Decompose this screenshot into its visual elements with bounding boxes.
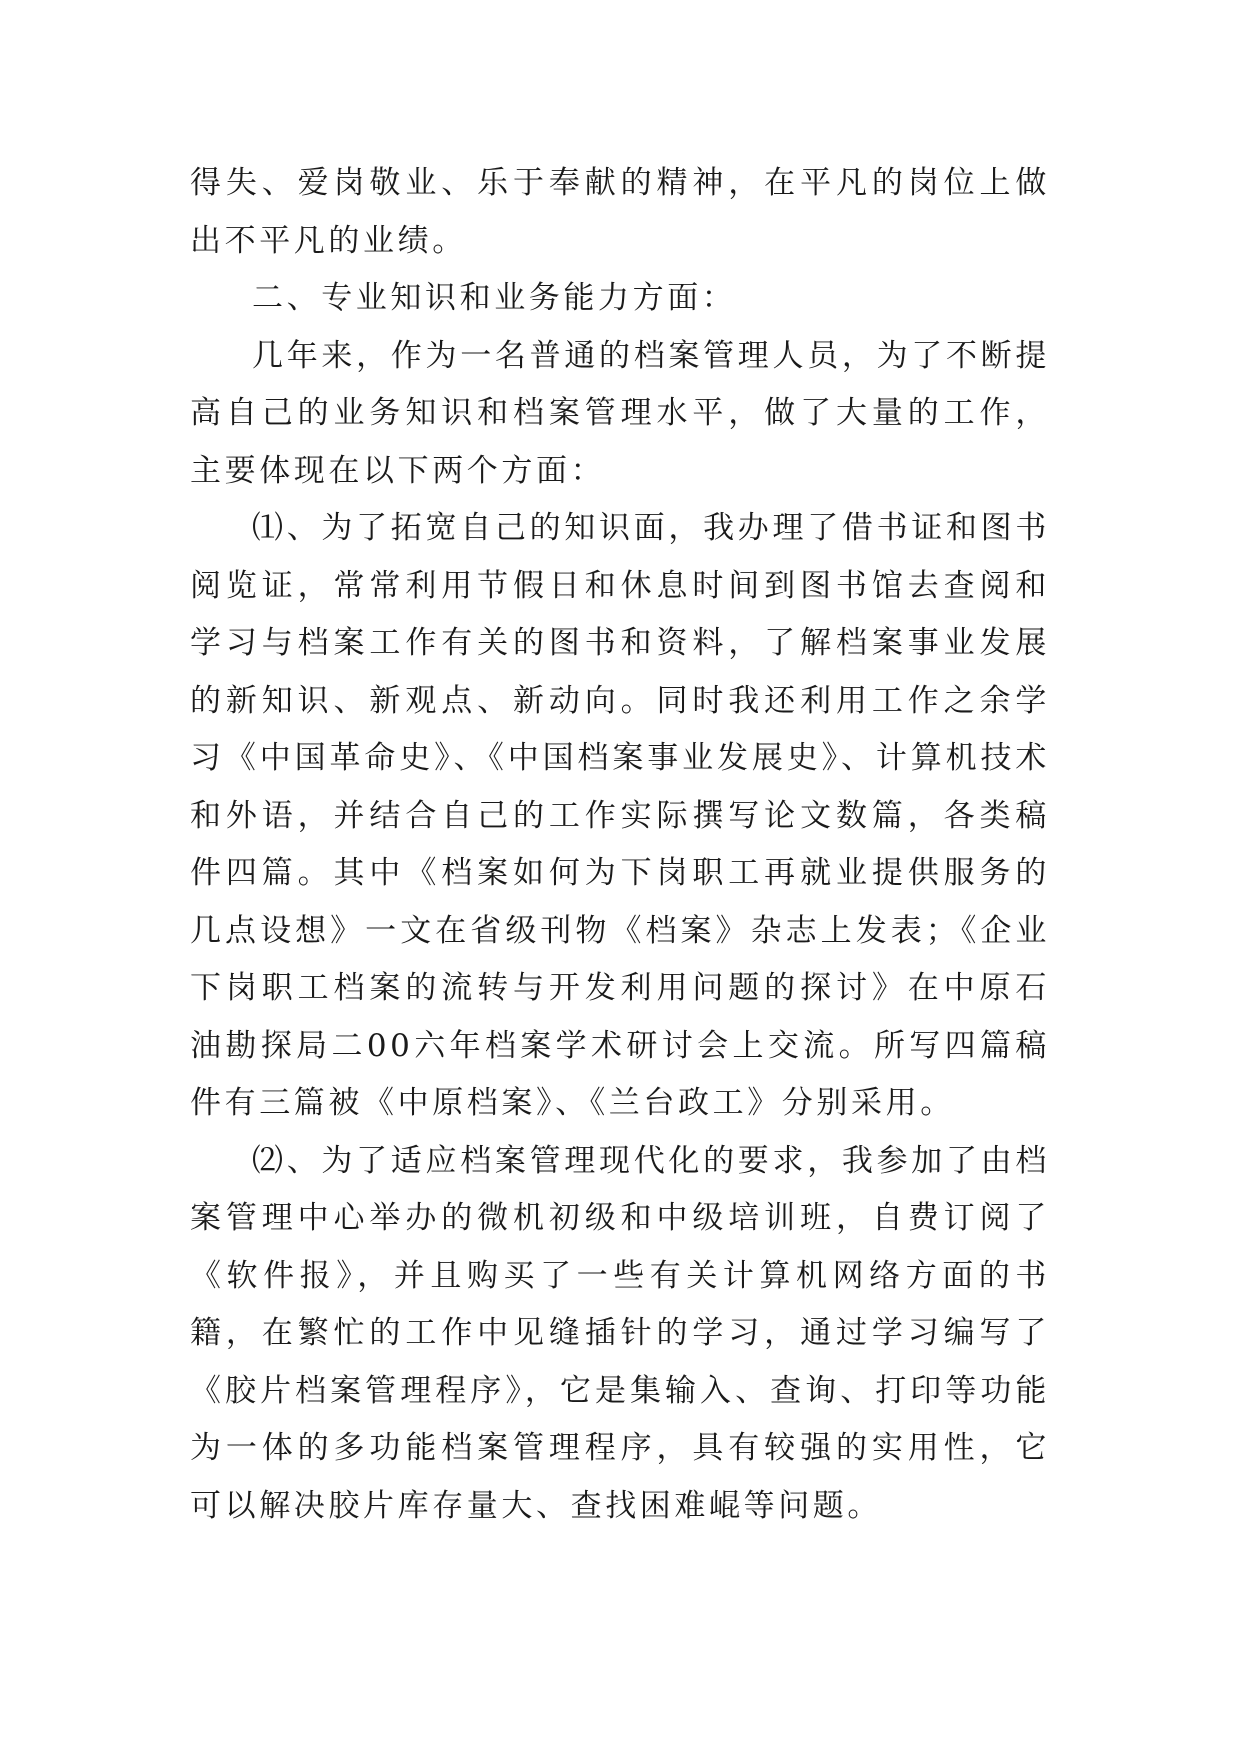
paragraph-item-1: ⑴、为了拓宽自己的知识面，我办理了借书证和图书阅览证，常常利用节假日和休息时间到图书馆去查阅和学习与档案工作有关的图书和资料，了解档案事业发展的新知识、新观点、新动向。同时我还利用工作之余学习《中国革命史》、《中国档案事业发展史》、计算机技术和外语，并结合自己的工作实际撰写论文数篇，各类稿件四篇。其中《档案如何为下岗职工再就业提供服务的几点设想》一文在省级刊物《档案》杂志上发表；《企业下岗职工档案的流转与开发利用问题的探讨》在中原石油勘探局二00六年档案学术研讨会上交流。所写四篇稿件有三篇被《中原档案》、《兰台政工》分别采用。 [190, 510, 1050, 1121]
paragraph-intro: 几年来，作为一名普通的档案管理人员，为了不断提高自己的业务知识和档案管理水平，做了大量的工作，主要体现在以下两个方面： [190, 337, 1050, 489]
paragraph-item-2: ⑵、为了适应档案管理现代化的要求，我参加了由档案管理中心举办的微机初级和中级培训班，自费订阅了《软件报》，并且购买了一些有关计算机网络方面的书籍，在繁忙的工作中见缝插针的学习，通过学习编写了《胶片档案管理程序》，它是集输入、查询、打印等功能为一体的多功能档案管理程序，具有较强的实用性，它可以解决胶片库存量大、查找困难崐等问题。 [190, 1142, 1050, 1524]
paragraph-continuation: 得失、爱岗敬业、乐于奉献的精神，在平凡的岗位上做出不平凡的业绩。 [190, 165, 1050, 259]
document-body [190, 155, 1050, 1535]
section-heading: 二、专业知识和业务能力方面： [252, 280, 737, 316]
